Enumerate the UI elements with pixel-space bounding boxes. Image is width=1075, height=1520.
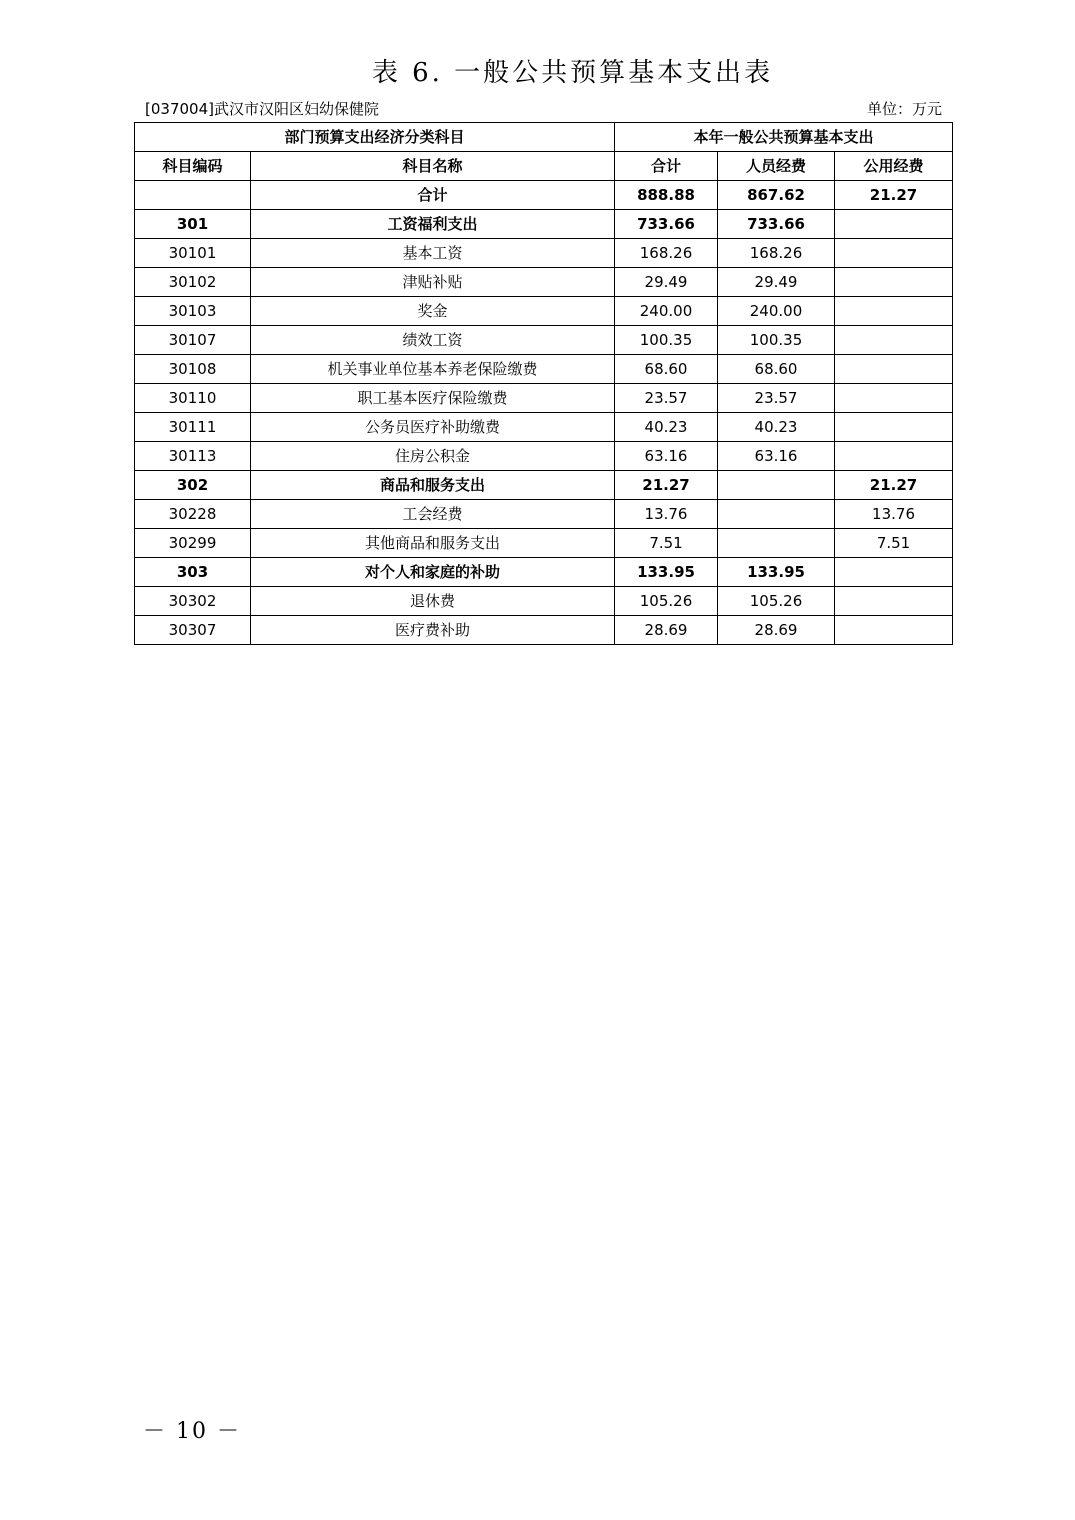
cell-name: 工会经费 xyxy=(251,500,615,529)
cell-code xyxy=(135,181,251,210)
cell-personnel: 867.62 xyxy=(718,181,835,210)
cell-public xyxy=(835,558,953,587)
table-row xyxy=(135,558,953,587)
cell-name: 对个人和家庭的补助 xyxy=(251,558,615,587)
cell-personnel xyxy=(718,529,835,558)
cell-personnel: 68.60 xyxy=(718,355,835,384)
cell-name: 工资福利支出 xyxy=(251,210,615,239)
cell-public xyxy=(835,326,953,355)
cell-total: 68.60 xyxy=(615,355,718,384)
table-row xyxy=(135,442,953,471)
table-row xyxy=(135,500,953,529)
cell-total: 28.69 xyxy=(615,616,718,645)
unit-label: 单位：万元 xyxy=(866,100,942,118)
column-header-total: 合计 xyxy=(615,152,718,181)
table-row xyxy=(135,297,953,326)
organization-label: [037004]武汉市汉阳区妇幼保健院 xyxy=(145,100,379,118)
cell-public xyxy=(835,616,953,645)
cell-personnel: 100.35 xyxy=(718,326,835,355)
cell-public: 13.76 xyxy=(835,500,953,529)
cell-code: 30110 xyxy=(135,384,251,413)
cell-code: 30302 xyxy=(135,587,251,616)
cell-personnel: 240.00 xyxy=(718,297,835,326)
cell-public: 7.51 xyxy=(835,529,953,558)
cell-total: 23.57 xyxy=(615,384,718,413)
cell-personnel: 733.66 xyxy=(718,210,835,239)
cell-total: 13.76 xyxy=(615,500,718,529)
table-row xyxy=(135,326,953,355)
cell-public xyxy=(835,297,953,326)
cell-name: 公务员医疗补助缴费 xyxy=(251,413,615,442)
table-row xyxy=(135,616,953,645)
cell-public: 21.27 xyxy=(835,181,953,210)
cell-total: 240.00 xyxy=(615,297,718,326)
table-row xyxy=(135,181,953,210)
cell-code: 30307 xyxy=(135,616,251,645)
cell-public xyxy=(835,210,953,239)
cell-total: 105.26 xyxy=(615,587,718,616)
cell-total: 100.35 xyxy=(615,326,718,355)
cell-code: 30103 xyxy=(135,297,251,326)
cell-total: 29.49 xyxy=(615,268,718,297)
cell-total: 168.26 xyxy=(615,239,718,268)
cell-personnel: 40.23 xyxy=(718,413,835,442)
cell-personnel: 29.49 xyxy=(718,268,835,297)
table-row xyxy=(135,587,953,616)
group-header-row xyxy=(135,123,953,152)
table-row xyxy=(135,384,953,413)
page-number: － 10 － xyxy=(143,1419,241,1444)
cell-code: 30228 xyxy=(135,500,251,529)
column-header-name: 科目名称 xyxy=(251,152,615,181)
table-row xyxy=(135,413,953,442)
cell-personnel: 28.69 xyxy=(718,616,835,645)
cell-total: 133.95 xyxy=(615,558,718,587)
cell-total: 733.66 xyxy=(615,210,718,239)
table-row xyxy=(135,239,953,268)
cell-name: 医疗费补助 xyxy=(251,616,615,645)
budget-table xyxy=(134,122,953,645)
table-row xyxy=(135,210,953,239)
cell-name: 商品和服务支出 xyxy=(251,471,615,500)
group-header-category: 部门预算支出经济分类科目 xyxy=(135,123,615,152)
table-row xyxy=(135,268,953,297)
cell-name: 机关事业单位基本养老保险缴费 xyxy=(251,355,615,384)
cell-name: 退休费 xyxy=(251,587,615,616)
cell-code: 301 xyxy=(135,210,251,239)
cell-code: 30102 xyxy=(135,268,251,297)
table-row xyxy=(135,355,953,384)
cell-name: 住房公积金 xyxy=(251,442,615,471)
cell-total: 888.88 xyxy=(615,181,718,210)
cell-total: 7.51 xyxy=(615,529,718,558)
column-header-public: 公用经费 xyxy=(835,152,953,181)
cell-total: 40.23 xyxy=(615,413,718,442)
table-row xyxy=(135,529,953,558)
cell-public xyxy=(835,384,953,413)
cell-name: 职工基本医疗保险缴费 xyxy=(251,384,615,413)
cell-public xyxy=(835,413,953,442)
cell-code: 303 xyxy=(135,558,251,587)
cell-public xyxy=(835,355,953,384)
cell-total: 63.16 xyxy=(615,442,718,471)
cell-code: 30108 xyxy=(135,355,251,384)
cell-name: 基本工资 xyxy=(251,239,615,268)
cell-code: 30107 xyxy=(135,326,251,355)
cell-public xyxy=(835,442,953,471)
cell-personnel: 133.95 xyxy=(718,558,835,587)
cell-personnel: 105.26 xyxy=(718,587,835,616)
cell-code: 302 xyxy=(135,471,251,500)
cell-name: 其他商品和服务支出 xyxy=(251,529,615,558)
cell-personnel xyxy=(718,500,835,529)
cell-code: 30113 xyxy=(135,442,251,471)
cell-personnel: 23.57 xyxy=(718,384,835,413)
cell-public xyxy=(835,268,953,297)
column-header-row xyxy=(135,152,953,181)
cell-name: 奖金 xyxy=(251,297,615,326)
cell-public xyxy=(835,239,953,268)
cell-name: 绩效工资 xyxy=(251,326,615,355)
cell-personnel: 168.26 xyxy=(718,239,835,268)
table-body xyxy=(135,181,953,645)
group-header-expenditure: 本年一般公共预算基本支出 xyxy=(615,123,953,152)
cell-personnel xyxy=(718,471,835,500)
cell-code: 30111 xyxy=(135,413,251,442)
cell-code: 30299 xyxy=(135,529,251,558)
cell-personnel: 63.16 xyxy=(718,442,835,471)
cell-total: 21.27 xyxy=(615,471,718,500)
column-header-code: 科目编码 xyxy=(135,152,251,181)
table-row xyxy=(135,471,953,500)
cell-name: 合计 xyxy=(251,181,615,210)
cell-public: 21.27 xyxy=(835,471,953,500)
cell-name: 津贴补贴 xyxy=(251,268,615,297)
cell-code: 30101 xyxy=(135,239,251,268)
cell-public xyxy=(835,587,953,616)
column-header-personnel: 人员经费 xyxy=(718,152,835,181)
page-title: 表 6. 一般公共预算基本支出表 xyxy=(371,58,774,88)
